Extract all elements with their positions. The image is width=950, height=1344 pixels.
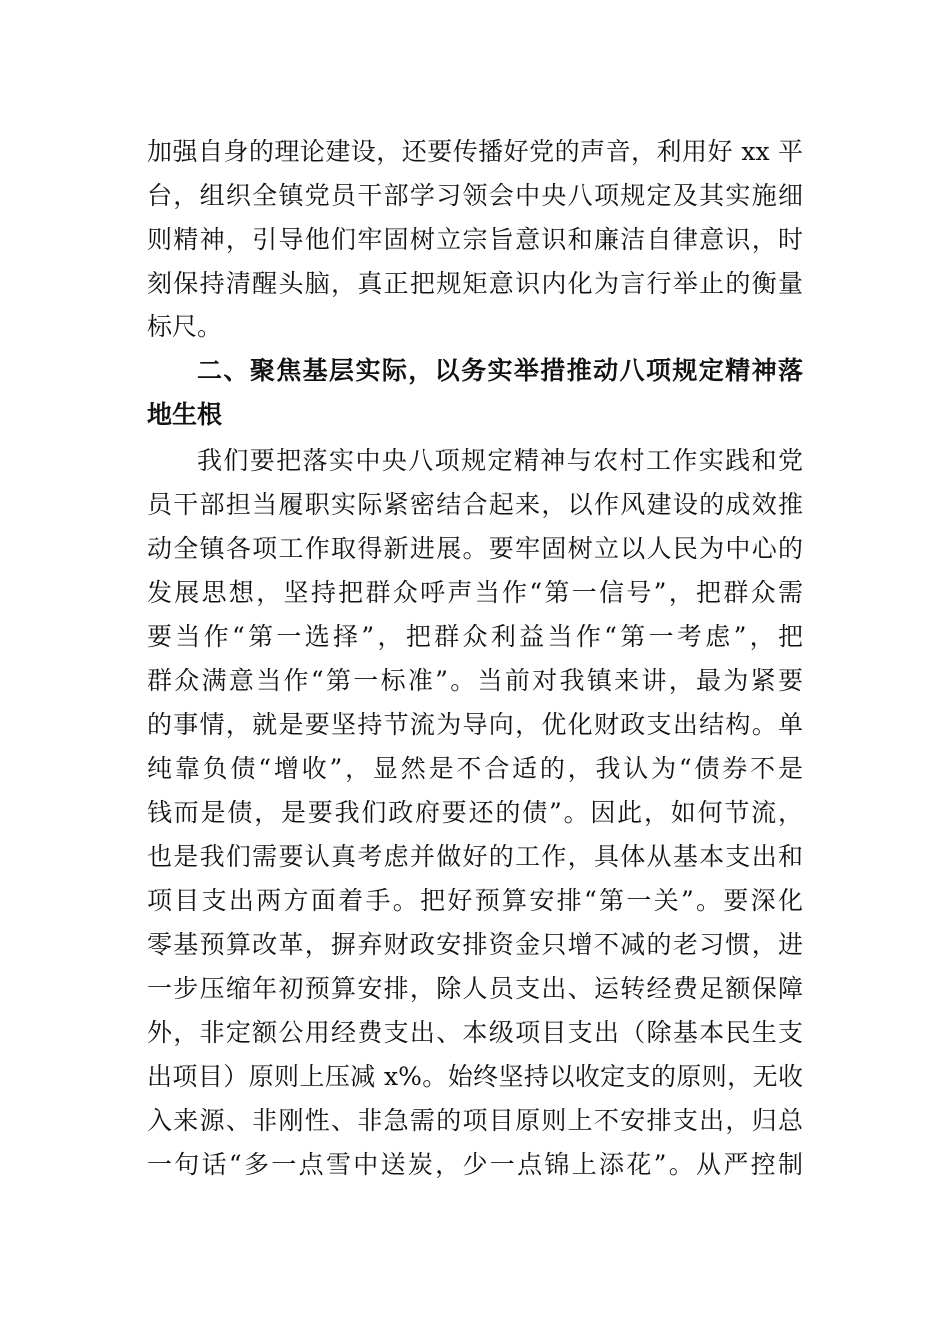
- text-line: 则精神，引导他们牢固树立宗旨意识和廉洁自律意识，时: [147, 225, 803, 254]
- text-line: 员干部担当履职实际紧密结合起来，以作风建设的成效推: [147, 490, 803, 519]
- text-line: 一句话“多一点雪中送炭，少一点锦上添花”。从严控制: [147, 1150, 803, 1179]
- text-line: 一步压缩年初预算安排，除人员支出、运转经费足额保障: [147, 974, 803, 1003]
- text-line: 发展思想，坚持把群众呼声当作“第一信号”，把群众需: [147, 578, 803, 607]
- text-line: 也是我们需要认真考虑并做好的工作，具体从基本支出和: [147, 842, 803, 871]
- text-line: 刻保持清醒头脑，真正把规矩意识内化为言行举止的衡量: [147, 269, 803, 298]
- text-line: 群众满意当作“第一标准”。当前对我镇来讲，最为紧要: [147, 666, 803, 695]
- text-line: 零基预算改革，摒弃财政安排资金只增不减的老习惯，进: [147, 930, 803, 959]
- heading-line: 二、聚焦基层实际，以务实举措推动八项规定精神落: [197, 356, 803, 385]
- text-line: 入来源、非刚性、非急需的项目原则上不安排支出，归总: [147, 1106, 803, 1135]
- text-line: 纯靠负债“增收”，显然是不合适的，我认为“债券不是: [147, 754, 803, 783]
- text-line: 项目支出两方面着手。把好预算安排“第一关”。要深化: [147, 886, 803, 915]
- text-line: 台，组织全镇党员干部学习领会中央八项规定及其实施细: [147, 181, 803, 210]
- heading-line: 地生根: [147, 400, 223, 429]
- text-line: 出项目）原则上压减 x%。始终坚持以收定支的原则，无收: [147, 1062, 803, 1091]
- text-line: 动全镇各项工作取得新进展。要牢固树立以人民为中心的: [147, 534, 803, 563]
- text-line: 我们要把落实中央八项规定精神与农村工作实践和党: [197, 446, 803, 475]
- text-line: 加强自身的理论建设，还要传播好党的声音，利用好 xx 平: [147, 137, 803, 166]
- text-line: 外，非定额公用经费支出、本级项目支出（除基本民生支: [147, 1018, 803, 1047]
- text-line: 要当作“第一选择”，把群众利益当作“第一考虑”，把: [147, 622, 803, 651]
- text-line: 的事情，就是要坚持节流为导向，优化财政支出结构。单: [147, 710, 803, 739]
- text-line: 标尺。: [147, 312, 223, 341]
- text-line: 钱而是债，是要我们政府要还的债”。因此，如何节流，: [147, 798, 803, 827]
